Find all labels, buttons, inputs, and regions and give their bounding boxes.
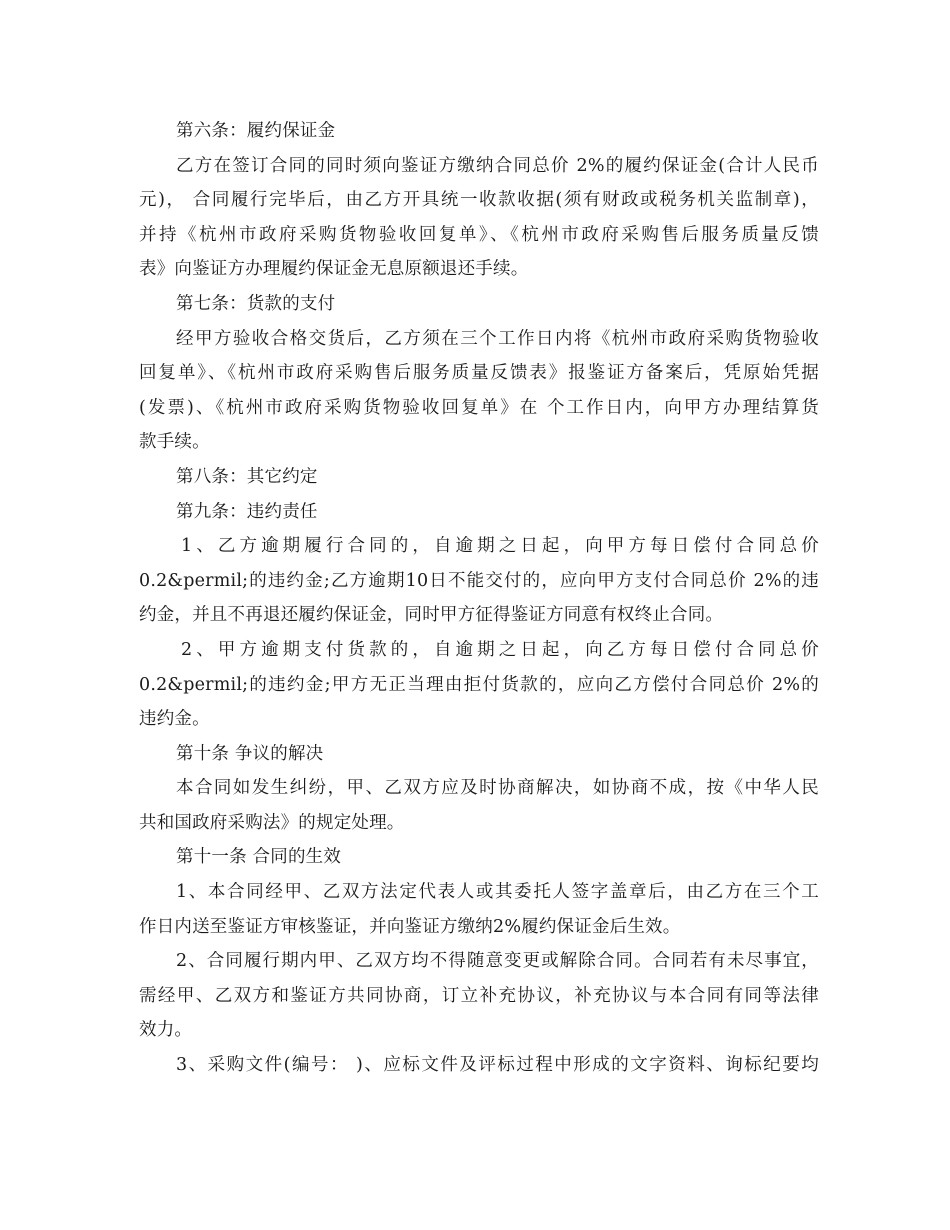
paragraph-line: 约金，并且不再退还履约保证金，同时甲方征得鉴证方同意有权终止合同。 [139,605,724,626]
paragraph-line: 效力。 [139,1020,193,1041]
paragraph-line: 款手续。 [139,432,210,453]
paragraph-line: 0.2&permil;的违约金;甲方无正当理由拒付货款的，应向乙方偿付合同总价 2%的 [139,674,819,695]
paragraph-line: 元)， 合同履行完毕后，由乙方开具统一收款收据(须有财政或税务机关监制章)， [139,190,819,211]
paragraph-line: 2、甲方逾期支付货款的，自逾期之日起，向乙方每日偿付合同总价 [181,639,819,660]
section-heading-11: 第十一条 合同的生效 [176,847,342,868]
section-heading-9: 第九条：违约责任 [176,501,318,522]
section-heading-8: 第八条：其它约定 [176,466,318,487]
paragraph-line: 本合同如发生纠纷，甲、乙双方应及时协商解决，如协商不成，按《中华人民 [176,778,819,799]
paragraph-line: 经甲方验收合格交货后，乙方须在三个工作日内将《杭州市政府采购货物验收 [176,328,819,349]
paragraph-line: 违约金。 [139,709,210,730]
paragraph-line: 乙方在签订合同的同时须向鉴证方缴纳合同总价 2%的履约保证金(合计人民币 [176,155,819,176]
section-heading-6: 第六条：履约保证金 [176,121,336,141]
paragraph-line: 2、合同履行期内甲、乙双方均不得随意变更或解除合同。合同若有未尽事宜， [176,951,819,972]
paragraph-line: 作日内送至鉴证方审核鉴证，并向鉴证方缴纳2%履约保证金后生效。 [139,916,681,937]
section-heading-7: 第七条：货款的支付 [176,293,336,314]
paragraph-line: 0.2&permil;的违约金;乙方逾期10日不能交付的，应向甲方支付合同总价 2%的违 [139,570,819,591]
section-heading-10: 第十条 争议的解决 [176,743,324,764]
paragraph-line: 1、乙方逾期履行合同的，自逾期之日起，向甲方每日偿付合同总价 [181,536,819,557]
contract-text [139,114,819,1083]
paragraph-line: 回复单》、《杭州市政府采购售后服务质量反馈表》报鉴证方备案后，凭原始凭据 [139,363,819,384]
paragraph-line: 需经甲、乙双方和鉴证方共同协商，订立补充协议，补充协议与本合同有同等法律 [139,985,819,1006]
paragraph-line: 表》向鉴证方办理履约保证金无息原额退还手续。 [139,259,529,280]
paragraph-line: 1、本合同经甲、乙双方法定代表人或其委托人签字盖章后，由乙方在三个工 [176,882,819,903]
paragraph-line: 共和国政府采购法》的规定处理。 [139,812,405,833]
paragraph-line: (发票)、《杭州市政府采购货物验收回复单》在 个工作日内，向甲方办理结算货 [139,397,819,418]
paragraph-line: 并持《杭州市政府采购货物验收回复单》、《杭州市政府采购售后服务质量反馈 [139,224,819,245]
paragraph-line: 3、采购文件(编号： )、应标文件及评标过程中形成的文字资料、询标纪要均 [176,1055,819,1076]
